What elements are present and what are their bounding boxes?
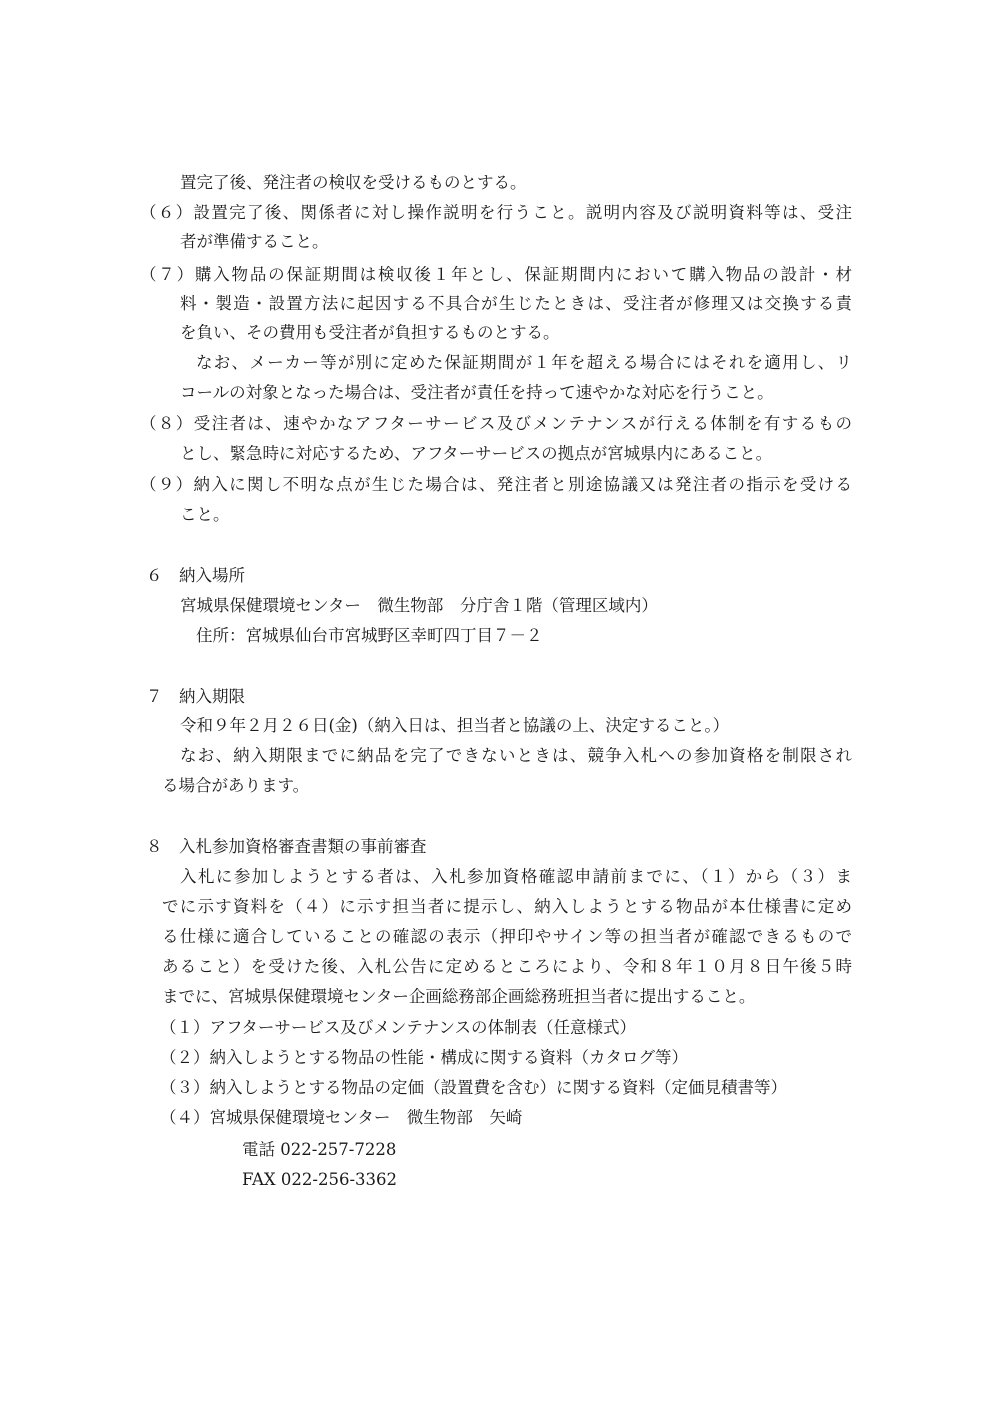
section6-place: 宮城県保健環境センター 微生物部 分庁舎１階（管理区域内） xyxy=(180,596,658,615)
section8-heading: ８ 入札参加資格審査書類の事前審査 xyxy=(146,837,427,856)
section8-para-line3: る仕様に適合していることの確認の表示（押印やサイン等の担当者が確認できるもので xyxy=(162,927,852,946)
section7-heading: ７ 納入期限 xyxy=(146,687,245,706)
item7-line1: （７）購入物品の保証期間は検収後１年とし、保証期間内において購入物品の設計・材 xyxy=(140,265,852,284)
item6-line2: 者が準備すること。 xyxy=(180,232,329,251)
section8-list-item-1: （１）アフターサービス及びメンテナンスの体制表（任意様式） xyxy=(160,1018,637,1037)
section8-para-line2: でに示す資料を（４）に示す担当者に提示し、納入しようとする物品が本仕様書に定め xyxy=(162,897,853,916)
contact-phone: 電話 022-257-7228 xyxy=(242,1140,397,1159)
item6-line1: （６）設置完了後、関係者に対し操作説明を行うこと。説明内容及び説明資料等は、受注 xyxy=(140,203,852,222)
section8-para-line1: 入札に参加しようとする者は、入札参加資格確認申請前までに、（１）から（３）ま xyxy=(180,867,852,886)
item7-line2: 料・製造・設置方法に起因する不具合が生じたときは、受注者が修理又は交換する責 xyxy=(180,294,852,313)
item9-line2: こと。 xyxy=(180,505,230,524)
section8-para-line4: あること）を受けた後、入札公告に定めるところにより、令和８年１０月８日午後５時 xyxy=(162,957,852,976)
section6-heading: ６ 納入場所 xyxy=(146,566,245,585)
item8-line2: とし、緊急時に対応するため、アフターサービスの拠点が宮城県内にあること。 xyxy=(180,444,773,463)
item7-line5: コールの対象となった場合は、受注者が責任を持って速やかな対応を行うこと。 xyxy=(180,383,774,402)
section8-para-line5: までに、宮城県保健環境センター企画総務部企画総務班担当者に提出すること。 xyxy=(162,987,756,1006)
item9-line1: （９）納入に関し不明な点が生じた場合は、発注者と別途協議又は発注者の指示を受ける xyxy=(140,475,852,494)
section8-list-item-3: （３）納入しようとする物品の定価（設置費を含む）に関する資料（定価見積書等） xyxy=(160,1078,787,1097)
section6-address: 住所：宮城県仙台市宮城野区幸町四丁目７－２ xyxy=(196,626,543,645)
section8-list-item-4: （４）宮城県保健環境センター 微生物部 矢崎 xyxy=(160,1108,523,1127)
item7-line3: を負い、その費用も受注者が負担するものとする。 xyxy=(180,323,560,342)
item5-continuation: 置完了後、発注者の検収を受けるものとする。 xyxy=(180,173,527,192)
contact-fax: FAX 022-256-3362 xyxy=(242,1170,398,1189)
section7-note-line1: なお、納入期限までに納品を完了できないときは、競争入札への参加資格を制限され xyxy=(180,746,853,765)
item7-line4: なお、メーカー等が別に定めた保証期間が１年を超える場合にはそれを適用し、リ xyxy=(196,353,852,372)
section7-note-line2: る場合があります。 xyxy=(162,776,310,795)
section8-list-item-2: （２）納入しようとする物品の性能・構成に関する資料（カタログ等） xyxy=(160,1048,688,1067)
section7-date: 令和９年２月２６日(金)（納入日は、担当者と協議の上、決定すること。） xyxy=(180,716,730,735)
item8-line1: （８）受注者は、速やかなアフターサービス及びメンテナンスが行える体制を有するもの xyxy=(140,414,852,433)
